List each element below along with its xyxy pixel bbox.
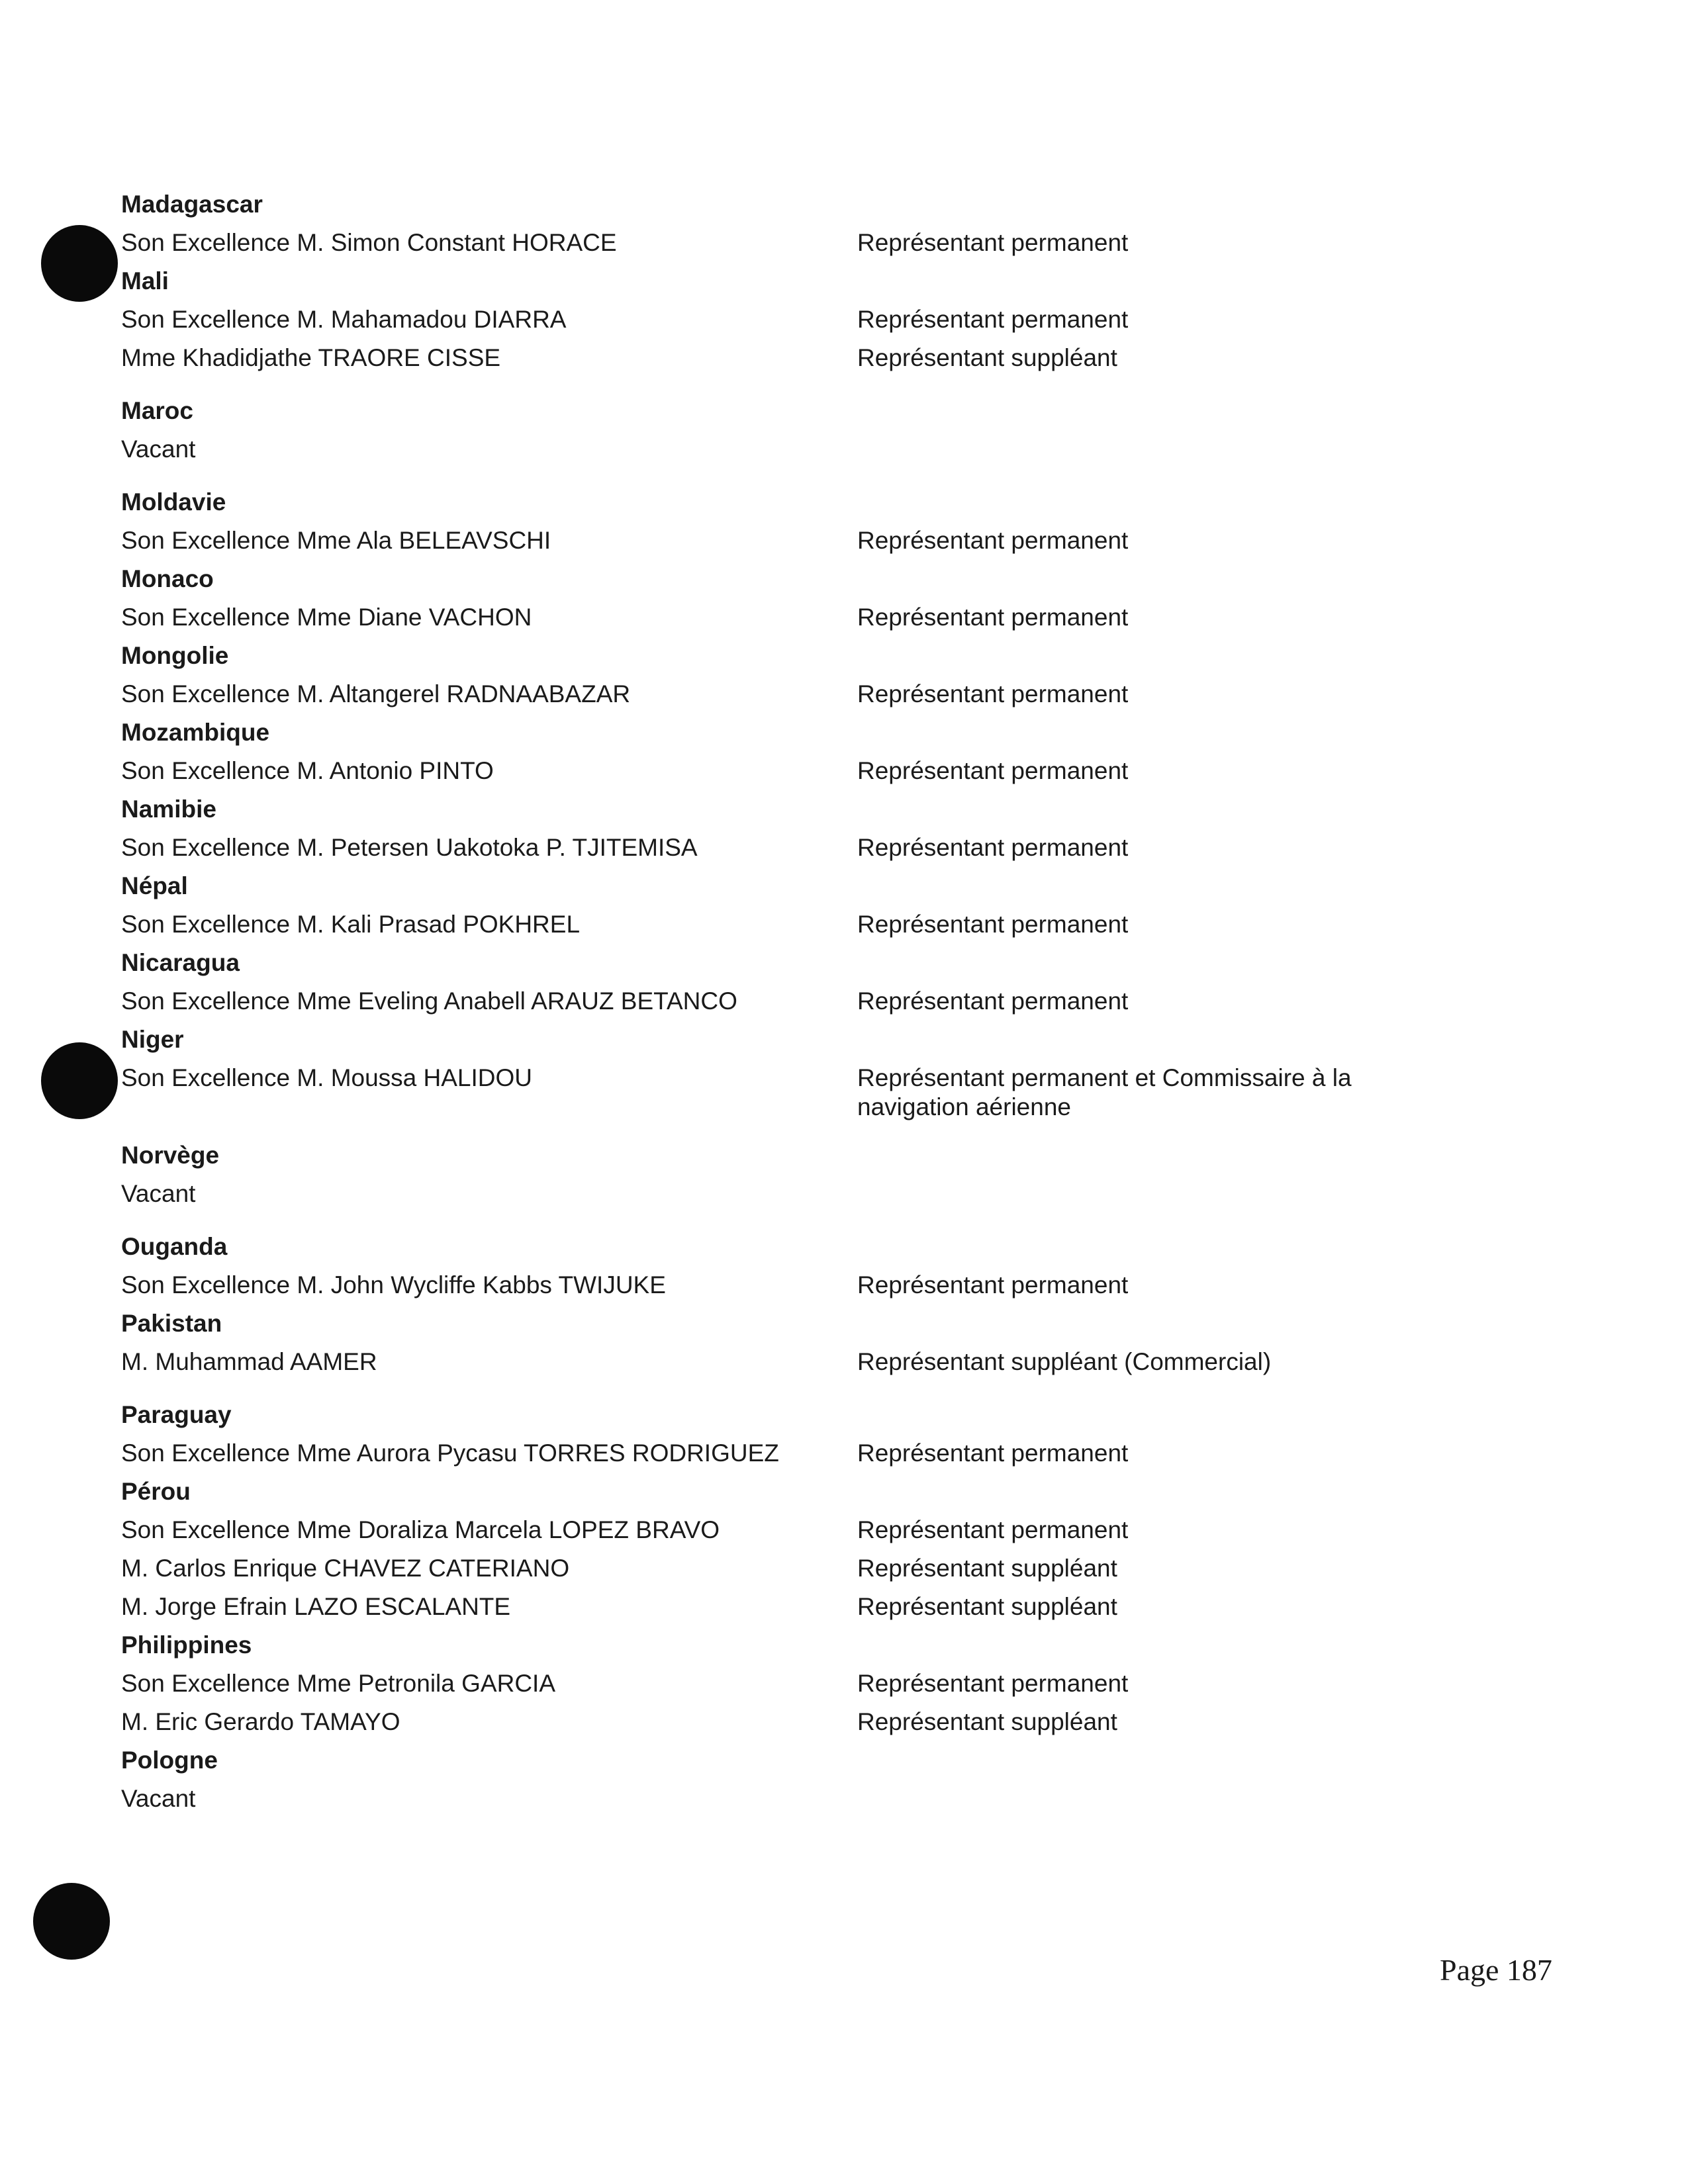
spacer	[121, 469, 1379, 483]
delegate-role: Représentant permanent	[857, 987, 1129, 1015]
delegate-name: Son Excellence M. Antonio PINTO	[121, 757, 494, 784]
delegate-role: Représentant permanent	[857, 229, 1129, 256]
delegate-row	[121, 1343, 1379, 1381]
delegate-name: Son Excellence Mme Ala BELEAVSCHI	[121, 527, 551, 554]
delegate-role: Représentant permanent	[857, 911, 1129, 938]
country-name: Niger	[121, 1026, 184, 1053]
delegate-role: Représentant suppléant	[857, 344, 1117, 371]
delegate-row	[121, 829, 1379, 867]
punch-hole-top	[41, 225, 118, 302]
country-name: Namibie	[121, 796, 216, 823]
country-name: Paraguay	[121, 1401, 232, 1428]
delegate-role: Représentant permanent	[857, 834, 1129, 861]
delegate-role	[857, 1175, 1379, 1213]
country-name: Mozambique	[121, 719, 270, 746]
country-entry	[121, 1304, 1379, 1381]
delegate-role: Représentant permanent	[857, 527, 1129, 554]
delegate-row	[121, 1780, 1379, 1818]
country-name: Moldavie	[121, 488, 226, 516]
delegate-row	[121, 1511, 1379, 1549]
country-name: Mali	[121, 267, 169, 295]
delegate-name: Son Excellence Mme Eveling Anabell ARAUZ BETANCO	[121, 987, 737, 1015]
delegate-row	[121, 598, 1379, 637]
delegate-name: Vacant	[121, 1785, 196, 1812]
country-entry	[121, 637, 1379, 713]
delegate-row	[121, 300, 1379, 339]
country-entry	[121, 790, 1379, 867]
country-entry	[121, 1626, 1379, 1741]
delegate-role: Représentant suppléant	[857, 1555, 1117, 1582]
delegate-name: Son Excellence Mme Petronila GARCIA	[121, 1670, 555, 1697]
country-entry	[121, 560, 1379, 637]
delegate-role: Représentant permanent et Commissaire à la navigation aérienne	[857, 1064, 1352, 1120]
delegate-row	[121, 982, 1379, 1021]
delegate-name: Son Excellence Mme Doraliza Marcela LOPEZ BRAVO	[121, 1516, 720, 1543]
punch-hole-bottom	[33, 1883, 110, 1960]
delegation-list	[121, 185, 1379, 1818]
delegate-role: Représentant permanent	[857, 757, 1129, 784]
delegate-name: M. Muhammad AAMER	[121, 1348, 377, 1375]
country-name: Nicaragua	[121, 949, 240, 976]
country-entry	[121, 1021, 1379, 1122]
country-name: Pologne	[121, 1747, 218, 1774]
country-name: Madagascar	[121, 191, 263, 218]
country-entry	[121, 1396, 1379, 1473]
country-name: Philippines	[121, 1631, 252, 1659]
delegate-row	[121, 430, 1379, 469]
country-entry	[121, 262, 1379, 377]
country-name: Norvège	[121, 1142, 220, 1169]
country-entry	[121, 1473, 1379, 1626]
country-entry	[121, 1741, 1379, 1818]
country-name: Monaco	[121, 565, 214, 592]
delegate-name: Vacant	[121, 1180, 196, 1207]
country-name: Maroc	[121, 397, 193, 424]
delegate-name: M. Eric Gerardo TAMAYO	[121, 1708, 400, 1735]
delegate-role: Représentant permanent	[857, 680, 1129, 707]
delegate-row	[121, 675, 1379, 713]
delegate-row	[121, 1175, 1379, 1213]
delegate-row	[121, 1549, 1379, 1588]
delegate-name: Son Excellence M. Moussa HALIDOU	[121, 1064, 533, 1091]
delegate-role: Représentant permanent	[857, 1670, 1129, 1697]
country-entry	[121, 483, 1379, 560]
delegate-role	[857, 1780, 1379, 1818]
delegate-row	[121, 1588, 1379, 1626]
delegate-row	[121, 752, 1379, 790]
page-number: Page 187	[1440, 1953, 1552, 1987]
country-name: Ouganda	[121, 1233, 228, 1260]
spacer	[121, 1381, 1379, 1396]
delegate-row	[121, 522, 1379, 560]
spacer	[121, 1122, 1379, 1136]
country-entry	[121, 185, 1379, 262]
delegate-row	[121, 1059, 1379, 1122]
country-entry	[121, 867, 1379, 944]
delegate-row	[121, 1266, 1379, 1304]
country-entry	[121, 392, 1379, 469]
delegate-row	[121, 339, 1379, 377]
delegate-name: Vacant	[121, 435, 196, 463]
delegate-name: Son Excellence Mme Aurora Pycasu TORRES RODRIGUEZ	[121, 1439, 779, 1467]
punch-hole-middle	[41, 1042, 118, 1119]
delegate-role: Représentant suppléant (Commercial)	[857, 1348, 1272, 1375]
delegate-role: Représentant suppléant	[857, 1708, 1117, 1735]
delegate-role: Représentant suppléant	[857, 1593, 1117, 1620]
spacer	[121, 377, 1379, 392]
delegate-row	[121, 224, 1379, 262]
delegate-row	[121, 1434, 1379, 1473]
delegate-row	[121, 1703, 1379, 1741]
delegate-role: Représentant permanent	[857, 1271, 1129, 1298]
spacer	[121, 1213, 1379, 1228]
delegate-name: Son Excellence M. Altangerel RADNAABAZAR	[121, 680, 631, 707]
delegate-role: Représentant permanent	[857, 306, 1129, 333]
delegate-name: Son Excellence M. Petersen Uakotoka P. TJITEMISA	[121, 834, 698, 861]
delegate-name: Son Excellence M. John Wycliffe Kabbs TWIJUKE	[121, 1271, 666, 1298]
delegate-name: M. Jorge Efrain LAZO ESCALANTE	[121, 1593, 511, 1620]
country-entry	[121, 1136, 1379, 1213]
delegate-row	[121, 1664, 1379, 1703]
country-entry	[121, 1228, 1379, 1304]
delegate-role: Représentant permanent	[857, 1439, 1129, 1467]
country-name: Pérou	[121, 1478, 191, 1505]
country-entry	[121, 944, 1379, 1021]
delegate-name: M. Carlos Enrique CHAVEZ CATERIANO	[121, 1555, 570, 1582]
delegate-name: Mme Khadidjathe TRAORE CISSE	[121, 344, 501, 371]
delegate-row	[121, 905, 1379, 944]
delegate-role	[857, 430, 1379, 469]
country-name: Pakistan	[121, 1310, 222, 1337]
delegate-name: Son Excellence Mme Diane VACHON	[121, 604, 532, 631]
delegate-role: Représentant permanent	[857, 604, 1129, 631]
country-name: Népal	[121, 872, 188, 899]
delegate-role: Représentant permanent	[857, 1516, 1129, 1543]
country-entry	[121, 713, 1379, 790]
delegate-name: Son Excellence M. Kali Prasad POKHREL	[121, 911, 581, 938]
delegate-name: Son Excellence M. Mahamadou DIARRA	[121, 306, 567, 333]
country-name: Mongolie	[121, 642, 229, 669]
delegate-name: Son Excellence M. Simon Constant HORACE	[121, 229, 617, 256]
